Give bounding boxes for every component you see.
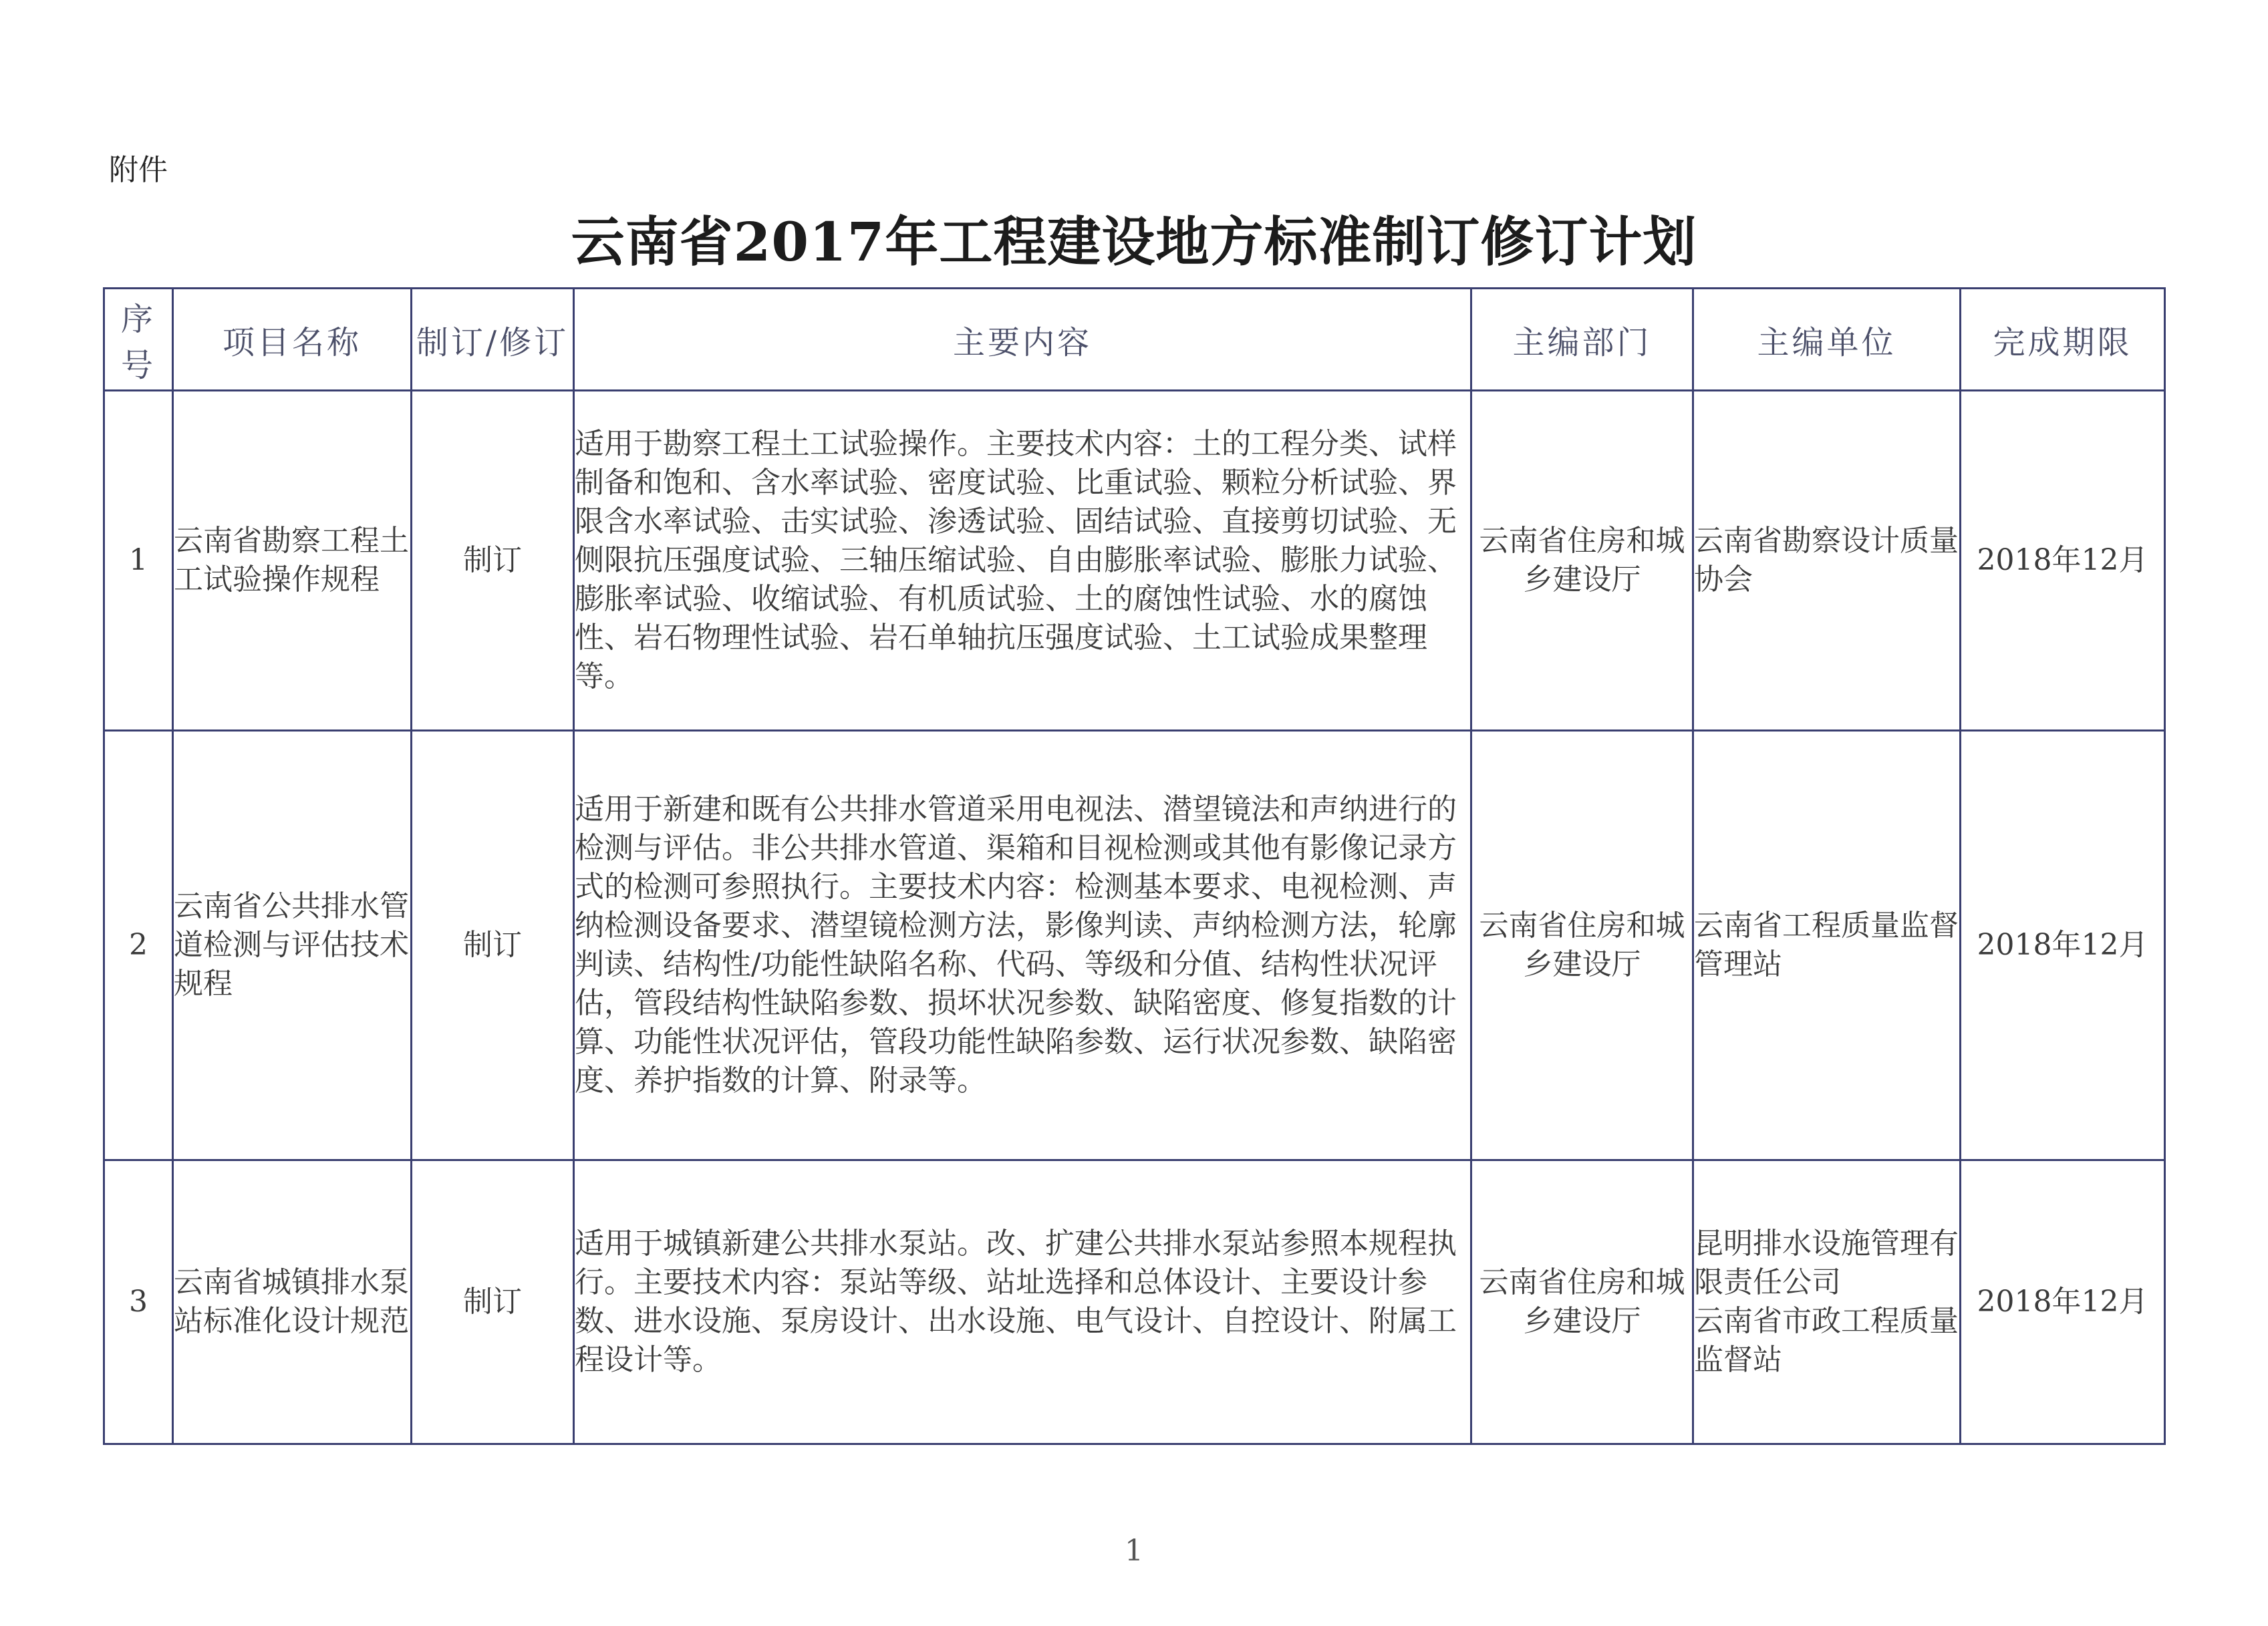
header-index: 序号 — [104, 289, 173, 391]
header-department: 主编部门 — [1471, 289, 1693, 391]
plan-table — [103, 287, 2166, 1445]
table-row — [104, 731, 2165, 1160]
header-type: 制订/修订 — [412, 289, 574, 391]
table-row — [104, 1160, 2165, 1444]
revision-type: 制订 — [412, 731, 574, 1160]
header-content: 主要内容 — [574, 289, 1471, 391]
editing-department: 云南省住房和城乡建设厅 — [1471, 1160, 1693, 1444]
deadline: 2018年12月 — [1961, 391, 2165, 731]
row-index: 2 — [104, 731, 173, 1160]
row-index: 3 — [104, 1160, 173, 1444]
main-content: 适用于城镇新建公共排水泵站。改、扩建公共排水泵站参照本规程执行。主要技术内容：泵站等级、站址选择和总体设计、主要设计参数、进水设施、泵房设计、出水设施、电气设计、自控设计、附属工程设计等。 — [574, 1160, 1471, 1444]
table-row — [104, 391, 2165, 731]
document-title: 云南省2017年工程建设地方标准制订修订计划 — [571, 210, 1697, 273]
project-name: 云南省公共排水管道检测与评估技术规程 — [173, 731, 412, 1160]
editing-unit: 云南省勘察设计质量协会 — [1693, 391, 1961, 731]
editing-unit — [1693, 1160, 1961, 1444]
row-index: 1 — [104, 391, 173, 731]
editing-department: 云南省住房和城乡建设厅 — [1471, 731, 1693, 1160]
revision-type: 制订 — [412, 1160, 574, 1444]
table-header-row — [104, 289, 2165, 391]
header-project-name: 项目名称 — [173, 289, 412, 391]
page-number: 1 — [1125, 1534, 1143, 1568]
attachment-label: 附件 — [109, 153, 168, 187]
editing-department: 云南省住房和城乡建设厅 — [1471, 391, 1693, 731]
editing-unit-line: 昆明排水设施管理有限责任公司 — [1694, 1227, 1959, 1299]
deadline: 2018年12月 — [1961, 1160, 2165, 1444]
editing-unit-line: 云南省市政工程质量监督站 — [1694, 1304, 1959, 1377]
main-content: 适用于勘察工程土工试验操作。主要技术内容：土的工程分类、试样制备和饱和、含水率试验、密度试验、比重试验、颗粒分析试验、界限含水率试验、击实试验、渗透试验、固结试验、直接剪切试验、无侧限抗压强度试验、三轴压缩试验、自由膨胀率试验、膨胀力试验、膨胀率试验、收缩试验、有机质试验、土的腐蚀性试验、水的腐蚀性、岩石物理性试验、岩石单轴抗压强度试验、土工试验成果整理等。 — [574, 391, 1471, 731]
main-content: 适用于新建和既有公共排水管道采用电视法、潜望镜法和声纳进行的检测与评估。非公共排水管道、渠箱和目视检测或其他有影像记录方式的检测可参照执行。主要技术内容：检测基本要求、电视检测、声纳检测设备要求、潜望镜检测方法，影像判读、声纳检测方法，轮廓判读、结构性/功能性缺陷名称、代码、等级和分值、结构性状况评估，管段结构性缺陷参数、损坏状况参数、缺陷密度、修复指数的计算、功能性状况评估，管段功能性缺陷参数、运行状况参数、缺陷密度、养护指数的计算、附录等。 — [574, 731, 1471, 1160]
revision-type: 制订 — [412, 391, 574, 731]
project-name: 云南省勘察工程土工试验操作规程 — [173, 391, 412, 731]
header-unit: 主编单位 — [1693, 289, 1961, 391]
project-name: 云南省城镇排水泵站标准化设计规范 — [173, 1160, 412, 1444]
deadline: 2018年12月 — [1961, 731, 2165, 1160]
header-deadline: 完成期限 — [1961, 289, 2165, 391]
editing-unit: 云南省工程质量监督管理站 — [1693, 731, 1961, 1160]
